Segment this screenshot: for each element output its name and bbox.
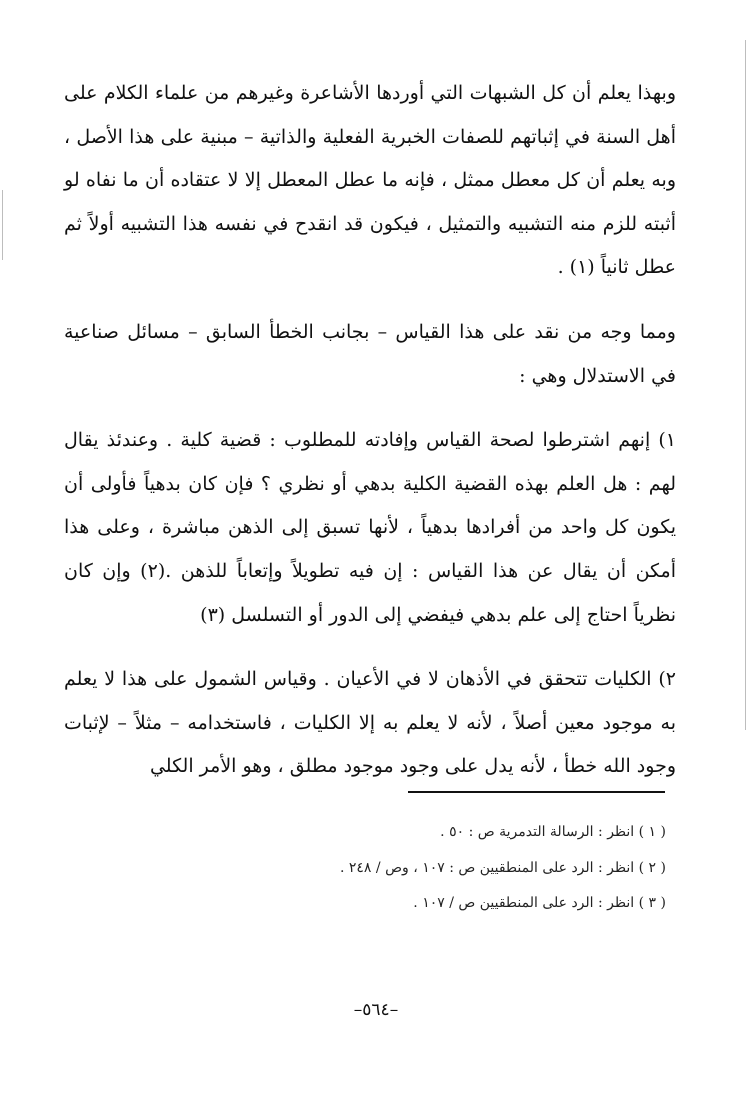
footnote-separator [408, 791, 665, 793]
footnote: ( ٢ ) انظر : الرد على المنطقيين ص : ١٠٧ ، وص / ٢٤٨ . [339, 859, 666, 876]
scan-edge-line [2, 190, 3, 260]
paragraph: ١) إنهم اشترطوا لصحة القياس وإفادته للمطلوب : قضية كلية . وعندئذ يقال لهم : هل العلم بهذه القضية الكلية بدهي أو نظري ؟ فإن كان بدهياً فأولى أن يكون كل واحد من أفرادها بدهياً ، لأنها تسبق إلى الذهن مباشرة ، وعلى هذا أمكن أن يقال عن هذا القياس : إن فيه تطويلاً وإتعاباً للذهن .(٢) وإن كان نظرياً احتاج إلى علم بدهي فيفضي إلى الدور أو التسلسل (٣) [64, 429, 677, 626]
paragraph: وبهذا يعلم أن كل الشبهات التي أوردها الأشاعرة وغيرهم من علماء الكلام على أهل السنة في إثباتهم للصفات الخبرية الفعلية والذاتية – مبنية على هذا الأصل ، وبه يعلم أن كل معطل ممثل ، فإنه ما عطل المعطل إلا لا عتقاده أن ما نفاه لو أثبته للزم منه التشبيه والتمثيل ، فيكون قد انقدح في نفسه هذا التشبيه أولاً ثم عطل ثانياً (١) . [64, 82, 676, 279]
body-text [64, 72, 676, 789]
footnote: ( ٣ ) انظر : الرد على المنطقيين ص / ١٠٧ . [413, 895, 666, 911]
scan-edge-line [745, 40, 746, 730]
paragraph: ومما وجه من نقد على هذا القياس – بجانب الخطأ السابق – مسائل صناعية في الاستدلال وهي : [64, 320, 676, 387]
paragraph: ٢) الكليات تتحقق في الأذهان لا في الأعيان . وقياس الشمول على هذا لا يعلم به موجود معين أصلاً ، لأنه لا يعلم به إلا الكليات ، فاستخدامه – مثلاً – لإثبات وجود الله خطأ ، لأنه يدل على وجود موجود مطلق ، وهو الأمر الكلي [64, 668, 676, 778]
page-number: –٥٦٤– [353, 1000, 399, 1020]
footnote: ( ١ ) انظر : الرسالة التدمرية ص : ٥٠ . [440, 824, 666, 840]
footnotes [240, 815, 666, 922]
